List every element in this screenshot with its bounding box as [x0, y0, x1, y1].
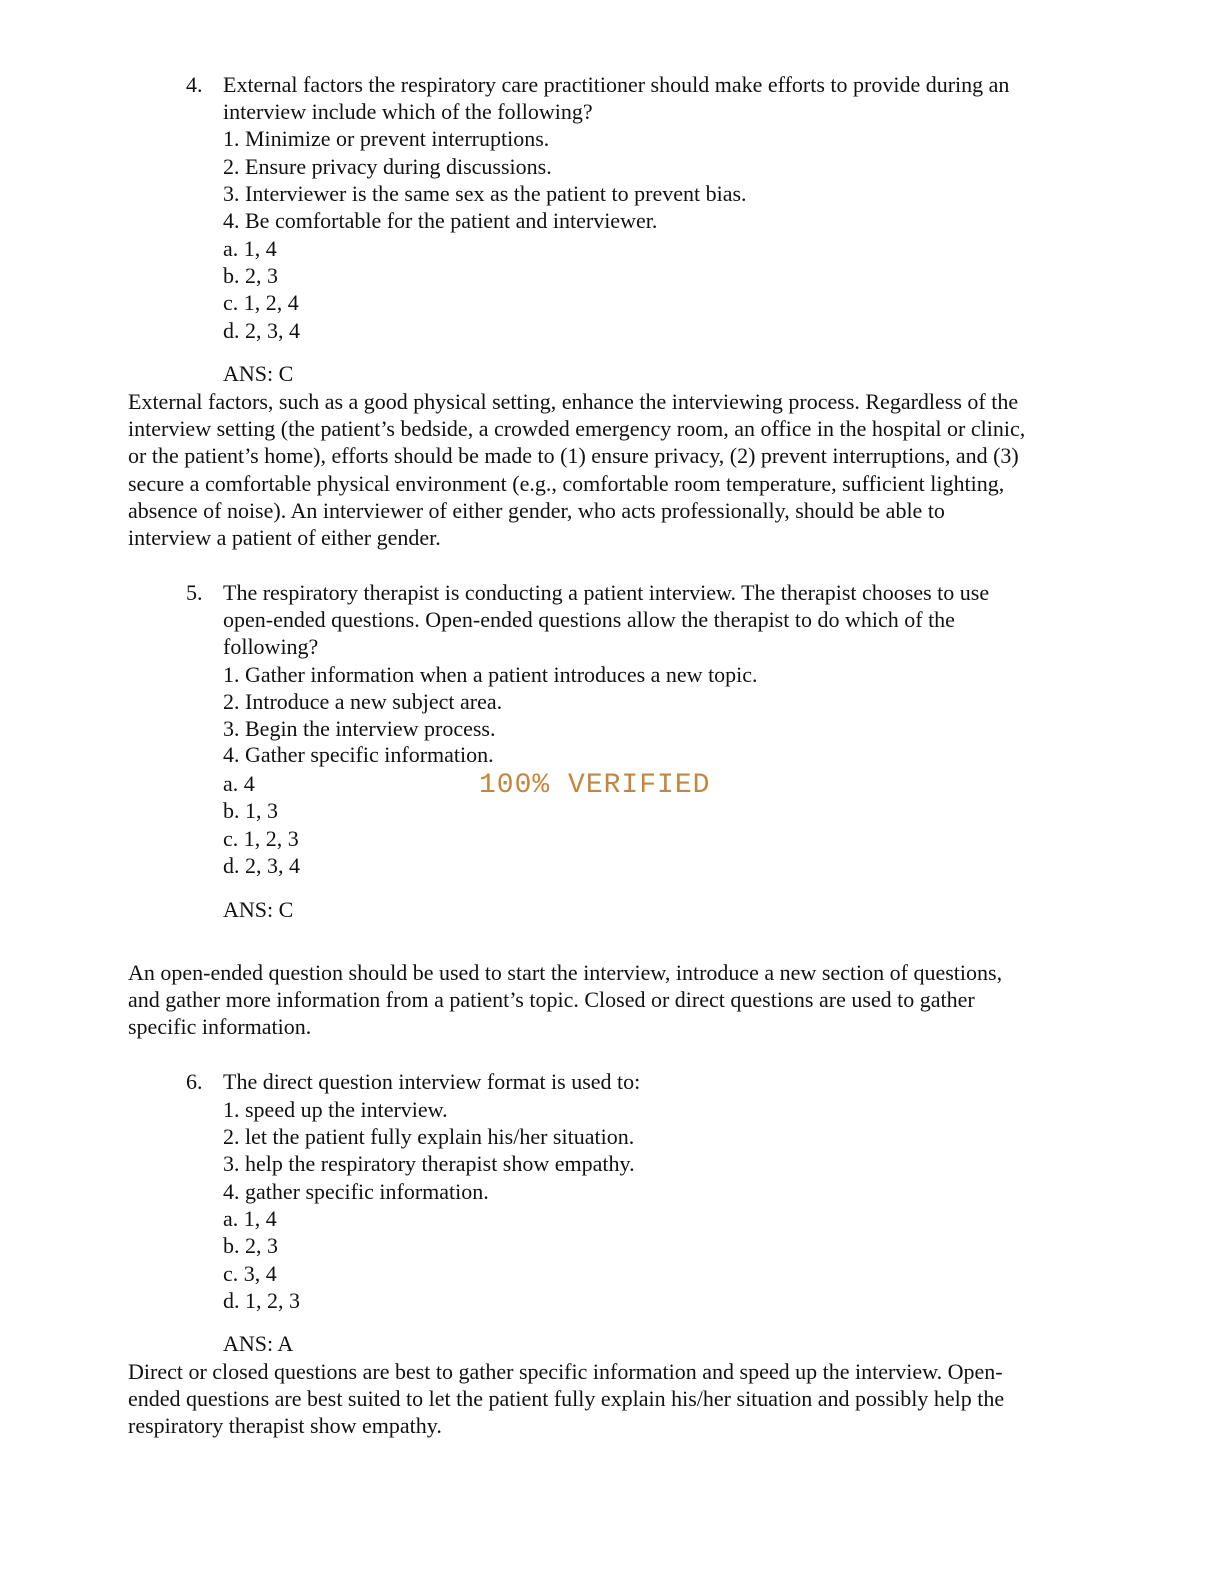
- answer-key: ANS: C: [223, 897, 294, 922]
- question-stem-line: interview include which of the following?: [223, 99, 593, 124]
- question-stem-line: The direct question interview format is used to:: [223, 1069, 641, 1094]
- question-stem-line: open-ended questions. Open-ended questions allow the therapist to do which of the: [223, 607, 955, 632]
- statement: 3. Begin the interview process.: [223, 716, 496, 741]
- explanation-line: and gather more information from a patient’s topic. Closed or direct questions are used to gather: [128, 987, 975, 1012]
- answer-option: a. 4: [223, 771, 255, 796]
- answer-option: c. 3, 4: [223, 1261, 277, 1286]
- answer-option: b. 1, 3: [223, 798, 278, 823]
- question-number: 4.: [186, 72, 203, 97]
- explanation-line: Direct or closed questions are best to gather specific information and speed up the interview. Open-: [128, 1359, 1003, 1384]
- statement: 2. let the patient fully explain his/her situation.: [223, 1124, 635, 1149]
- answer-option: d. 1, 2, 3: [223, 1288, 300, 1313]
- answer-option: b. 2, 3: [223, 1233, 278, 1258]
- statement: 4. Gather specific information.: [223, 742, 494, 767]
- answer-option: a. 1, 4: [223, 1206, 277, 1231]
- statement: 1. Gather information when a patient introduces a new topic.: [223, 662, 758, 687]
- statement: 1. speed up the interview.: [223, 1097, 448, 1122]
- explanation-line: interview a patient of either gender.: [128, 525, 441, 550]
- explanation-line: respiratory therapist show empathy.: [128, 1413, 442, 1438]
- verified-watermark: 100% VERIFIED: [479, 770, 711, 801]
- question-number: 5.: [186, 580, 203, 605]
- explanation-line: External factors, such as a good physical setting, enhance the interviewing process. Regardless of the: [128, 389, 1019, 414]
- statement: 1. Minimize or prevent interruptions.: [223, 126, 550, 151]
- answer-option: d. 2, 3, 4: [223, 318, 300, 343]
- explanation-line: interview setting (the patient’s bedside, a crowded emergency room, an office in the hospital or clinic,: [128, 416, 1026, 441]
- statement: 2. Ensure privacy during discussions.: [223, 154, 552, 179]
- answer-option: c. 1, 2, 3: [223, 826, 299, 851]
- statement: 3. help the respiratory therapist show empathy.: [223, 1151, 635, 1176]
- question-stem-line: External factors the respiratory care practitioner should make efforts to provide during an: [223, 72, 1010, 97]
- explanation-line: An open-ended question should be used to start the interview, introduce a new section of questions,: [128, 960, 1003, 985]
- question-stem-line: The respiratory therapist is conducting a patient interview. The therapist chooses to use: [223, 580, 990, 605]
- answer-key: ANS: C: [223, 361, 294, 386]
- answer-option: c. 1, 2, 4: [223, 290, 299, 315]
- answer-option: d. 2, 3, 4: [223, 853, 300, 878]
- answer-key: ANS: A: [223, 1331, 294, 1356]
- question-number: 6.: [186, 1069, 203, 1094]
- statement: 3. Interviewer is the same sex as the patient to prevent bias.: [223, 181, 747, 206]
- explanation-line: ended questions are best suited to let the patient fully explain his/her situation and possibly help the: [128, 1386, 1005, 1411]
- statement: 4. Be comfortable for the patient and interviewer.: [223, 208, 658, 233]
- answer-option: a. 1, 4: [223, 236, 277, 261]
- explanation-line: absence of noise). An interviewer of either gender, who acts professionally, should be able to: [128, 498, 945, 523]
- statement: 4. gather specific information.: [223, 1179, 489, 1204]
- answer-option: b. 2, 3: [223, 263, 278, 288]
- explanation-line: secure a comfortable physical environment (e.g., comfortable room temperature, sufficient lighting,: [128, 471, 1005, 496]
- statement: 2. Introduce a new subject area.: [223, 689, 503, 714]
- explanation-line: or the patient’s home), efforts should be made to (1) ensure privacy, (2) prevent interruptions, and (3): [128, 443, 1019, 468]
- question-stem-line: following?: [223, 634, 319, 659]
- explanation-line: specific information.: [128, 1014, 312, 1039]
